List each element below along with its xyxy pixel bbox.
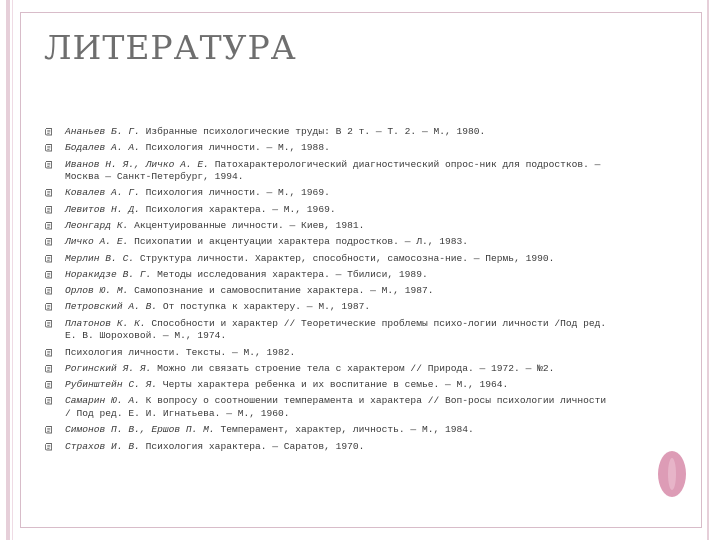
- reference-item: [44, 347, 614, 360]
- reference-text: Патохарактерологический диагностический опрос-ник для подростков. — Москва — Санкт-Петербург, 1994.: [65, 158, 601, 183]
- reference-item: [44, 379, 614, 392]
- reference-text: К вопросу о соотношении темперамента и характера // Воп-росы психологии личности / Под ред. Е. И. Игнатьева. — М., 1960.: [65, 395, 607, 419]
- reference-text: Акцентуированные личности. — Киев, 1981.: [128, 219, 365, 231]
- scroll-bullet-icon: [44, 127, 54, 137]
- scroll-bullet-icon: [44, 237, 54, 247]
- reference-text: Черты характера ребенка и их воспитание в семье. — М., 1964.: [157, 379, 509, 391]
- reference-item: [44, 220, 614, 233]
- decorative-circle-highlight: [668, 458, 676, 490]
- reference-author: Страхов И. В.: [65, 440, 140, 452]
- reference-item: [44, 441, 614, 454]
- reference-text: Психология личности. Тексты. — М., 1982.: [65, 346, 296, 358]
- scroll-bullet-icon: [44, 205, 54, 215]
- reference-item: [44, 395, 614, 420]
- reference-text: Темперамент, характер, личность. — М., 1984.: [214, 424, 474, 436]
- reference-author: Симонов П. В., Ершов П. М.: [65, 424, 215, 436]
- scroll-bullet-icon: [44, 286, 54, 296]
- reference-text: Психология личности. — М., 1969.: [139, 187, 330, 199]
- reference-author: Рогинский Я. Я.: [65, 362, 152, 374]
- scroll-bullet-icon: [44, 348, 54, 358]
- scroll-bullet-icon: [44, 143, 54, 153]
- scroll-bullet-icon: [44, 425, 54, 435]
- scroll-bullet-icon: [44, 364, 54, 374]
- reference-text: Структура личности. Характер, способности, самосозна-ние. — Пермь, 1990.: [134, 252, 555, 264]
- reference-text: Можно ли связать строение тела с характером // Природа. — 1972. — №2.: [151, 362, 555, 374]
- reference-author: Ковалев А. Г.: [65, 187, 140, 199]
- scroll-bullet-icon: [44, 221, 54, 231]
- reference-author: Левитов Н. Д.: [65, 203, 140, 215]
- reference-text: Самопознание и самовоспитание характера. — М., 1987.: [128, 285, 434, 297]
- reference-item: [44, 269, 614, 282]
- reference-author: Самарин Ю. А.: [65, 395, 140, 407]
- reference-author: Личко А. Е.: [65, 236, 129, 248]
- right-edge-stripe: [707, 0, 709, 540]
- reference-list: [44, 126, 614, 457]
- reference-text: Психология личности. — М., 1988.: [139, 142, 330, 154]
- slide-title: ЛИТЕРАТУРА: [44, 28, 297, 67]
- scroll-bullet-icon: [44, 160, 54, 170]
- scroll-bullet-icon: [44, 319, 54, 329]
- reference-text: Методы исследования характера. — Тбилиси, 1989.: [151, 268, 428, 280]
- scroll-bullet-icon: [44, 188, 54, 198]
- reference-item: [44, 253, 614, 266]
- reference-text: Психология характера. — Саратов, 1970.: [139, 440, 365, 452]
- reference-author: Орлов Ю. М.: [65, 285, 129, 297]
- reference-item: [44, 187, 614, 200]
- reference-author: Норакидзе В. Г.: [65, 268, 152, 280]
- left-edge-stripe: [6, 0, 10, 540]
- reference-author: Петровский А. В.: [65, 301, 158, 313]
- reference-item: [44, 159, 614, 184]
- reference-item: [44, 285, 614, 298]
- reference-text: Психология характера. — М., 1969.: [139, 203, 336, 215]
- reference-item: [44, 142, 614, 155]
- reference-author: Мерлин В. С.: [65, 252, 135, 264]
- reference-text: Избранные психологические труды: В 2 т. — Т. 2. — М., 1980.: [139, 126, 486, 137]
- reference-author: Бодалев А. А.: [65, 142, 140, 154]
- scroll-bullet-icon: [44, 302, 54, 312]
- scroll-bullet-icon: [44, 254, 54, 264]
- reference-item: [44, 126, 614, 139]
- reference-text: От поступка к характеру. — М., 1987.: [157, 301, 371, 313]
- reference-item: [44, 424, 614, 437]
- scroll-bullet-icon: [44, 396, 54, 406]
- scroll-bullet-icon: [44, 442, 54, 452]
- scroll-bullet-icon: [44, 270, 54, 280]
- reference-item: [44, 301, 614, 314]
- reference-item: [44, 318, 614, 343]
- scroll-bullet-icon: [44, 380, 54, 390]
- left-edge-line: [12, 0, 13, 540]
- reference-item: [44, 204, 614, 217]
- reference-author: Иванов Н. Я., Личко А. Е.: [65, 158, 209, 170]
- reference-author: Леонгард К.: [65, 219, 129, 231]
- reference-item: [44, 363, 614, 376]
- reference-item: [44, 236, 614, 249]
- reference-author: Рубинштейн С. Я.: [65, 379, 158, 391]
- reference-author: Платонов К. К.: [65, 317, 146, 329]
- reference-text: Способности и характер // Теоретические проблемы психо-логии личности /Под ред. Е. В. Шороховой. — М., 1974.: [65, 317, 607, 342]
- reference-text: Психопатии и акцентуации характера подростков. — Л., 1983.: [128, 236, 469, 248]
- reference-author: Ананьев Б. Г.: [65, 126, 140, 137]
